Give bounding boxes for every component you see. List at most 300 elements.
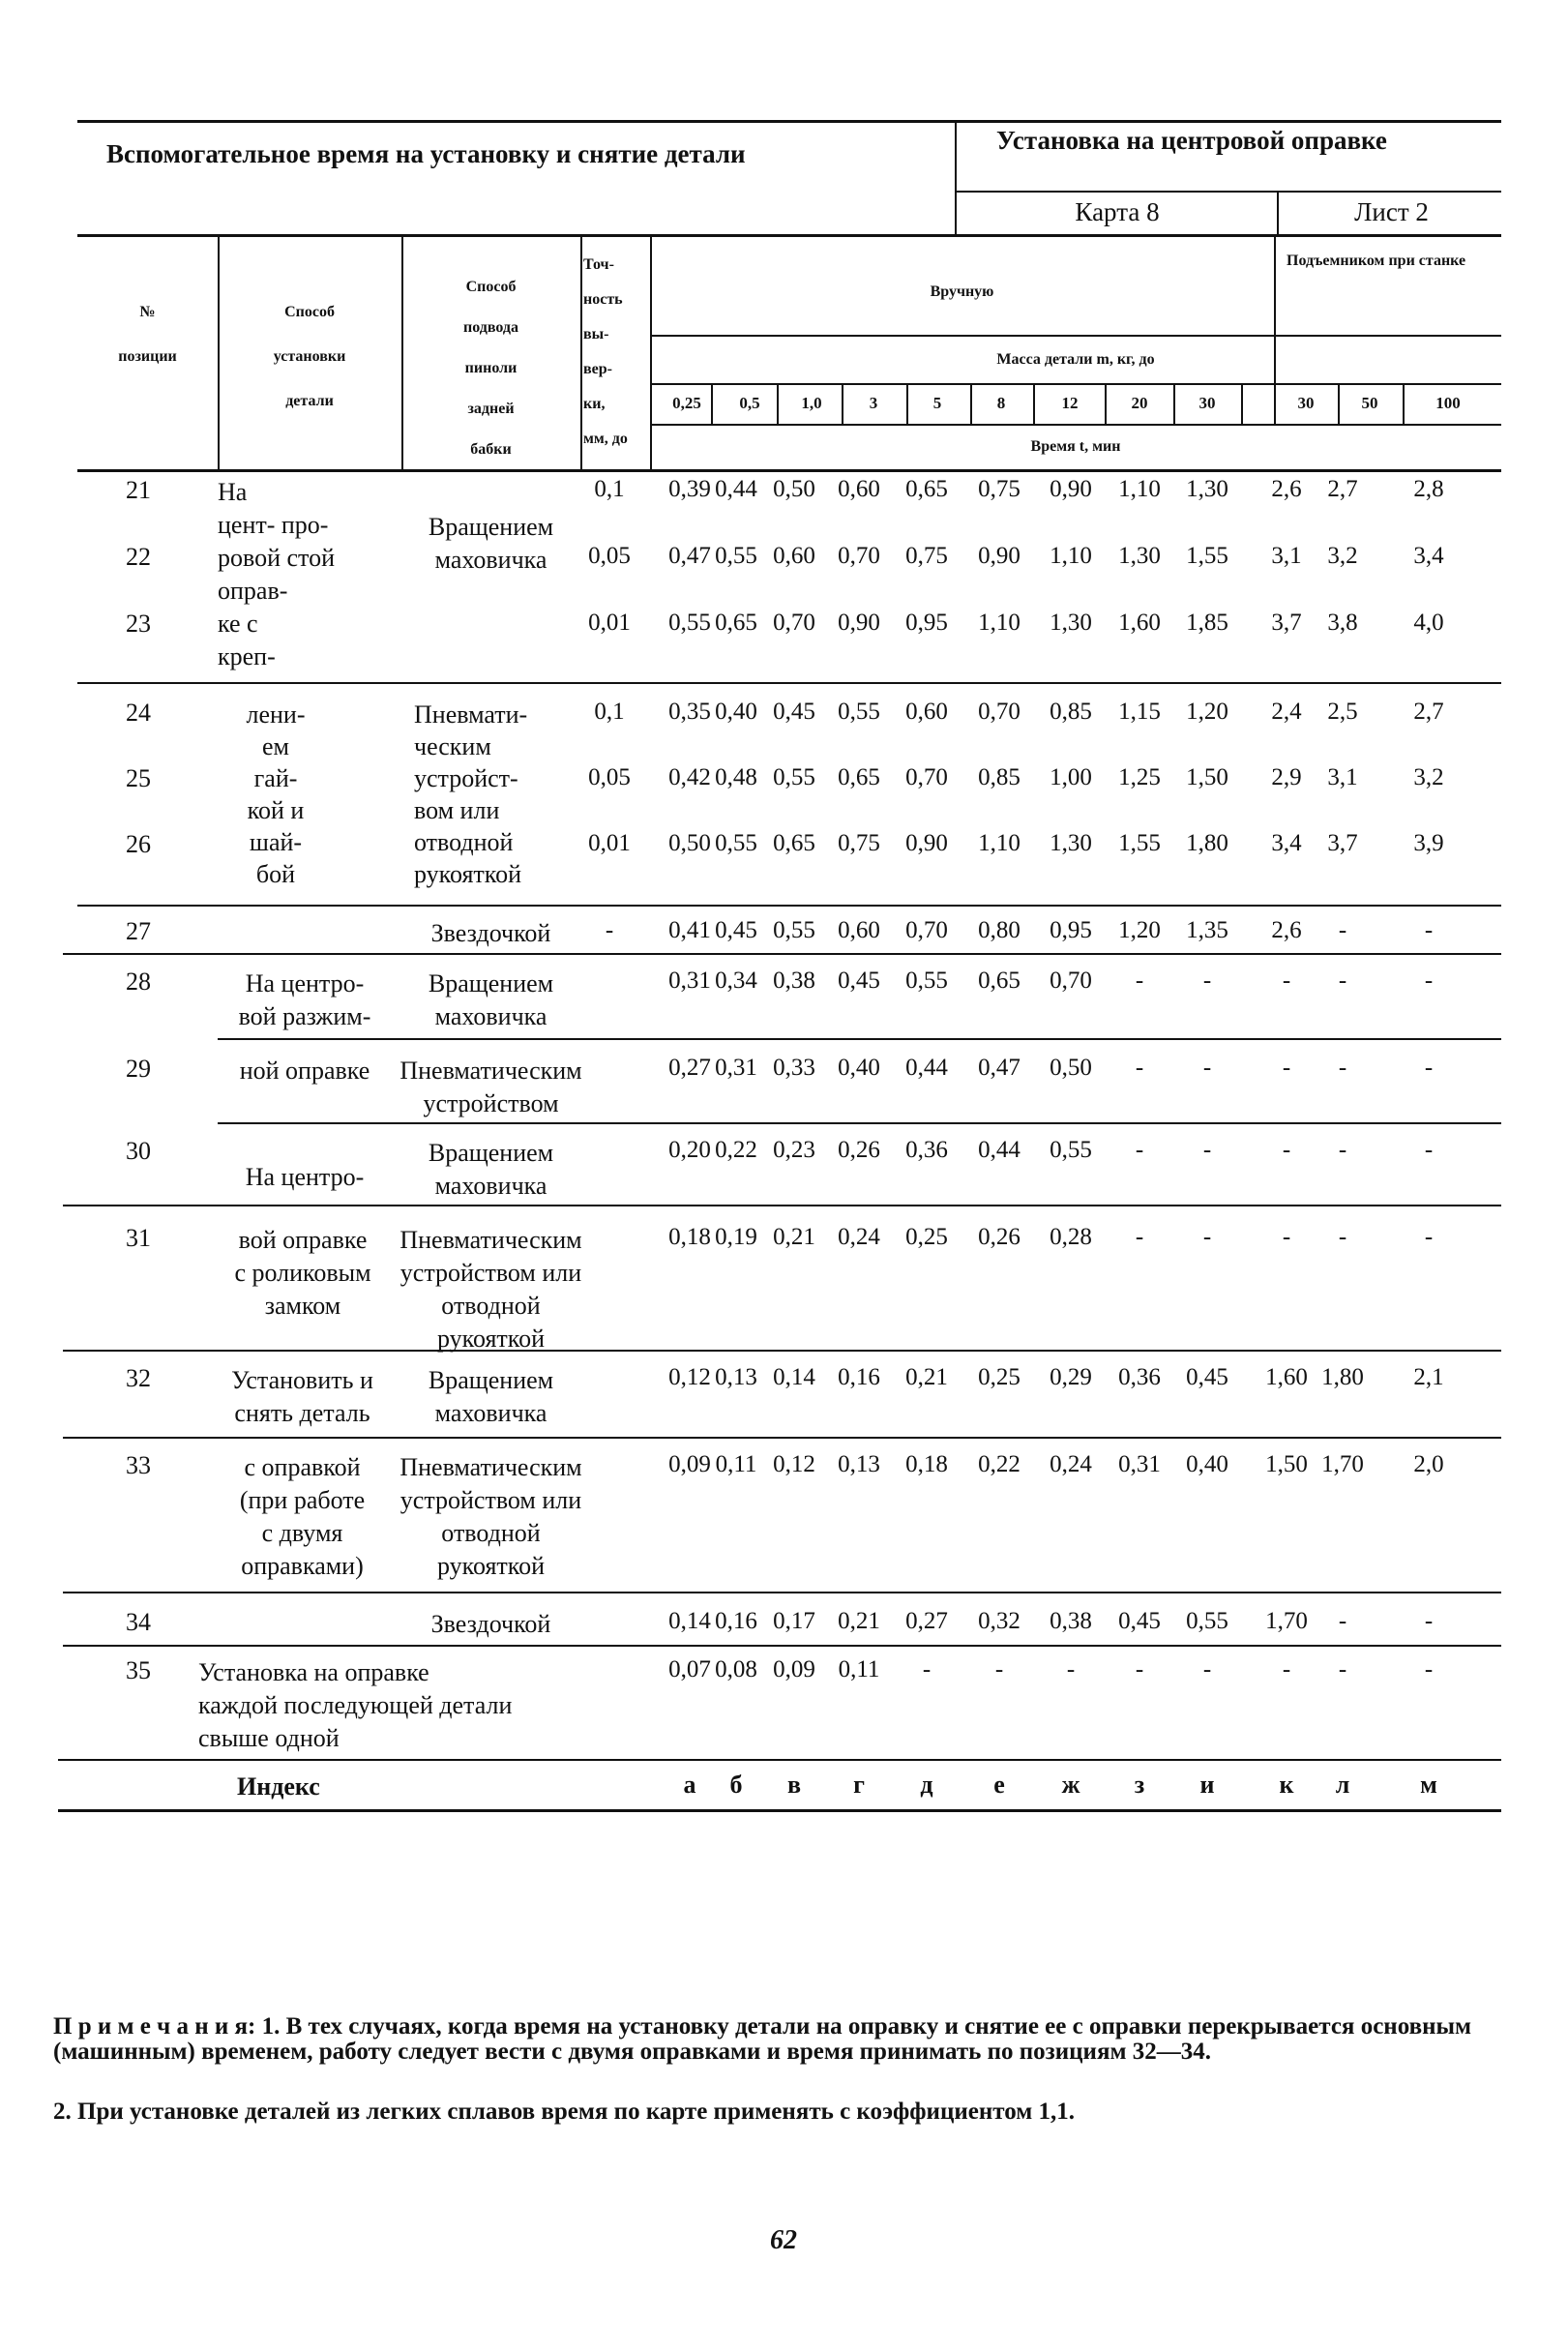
feed-line: Пневматическим: [399, 1226, 582, 1254]
method-line: снять деталь: [234, 1399, 370, 1427]
row-separator: [58, 1759, 1501, 1761]
mass-divider: [777, 383, 779, 424]
mass-value: 3: [869, 394, 878, 412]
time-value: 0,13: [838, 1451, 880, 1477]
header-divider: [955, 120, 957, 234]
time-value: -: [1135, 1224, 1144, 1250]
mass-value: 30: [1297, 394, 1315, 412]
mass-divider: [1403, 383, 1405, 424]
feed-f2: [414, 699, 583, 890]
time-value: -: [1338, 917, 1347, 943]
position-number: 21: [126, 476, 151, 504]
time-value: 0,09: [668, 1451, 711, 1477]
note-1: П р и м е ч а н и я: 1. В тех случаях, когда время на установку детали на оправку и снятие ее с оправки перекрывается основным (машинным) временем, работу следует вести с двумя оправками и время принимать по позициям 32—34.: [53, 2013, 1472, 2065]
feed-line: Вращением: [428, 513, 554, 541]
feed-line: отводной: [414, 828, 514, 856]
mass-divider: [1173, 383, 1175, 424]
time-value: -: [1338, 1656, 1347, 1682]
method-group-2: [208, 968, 401, 1033]
method-line: свыше одной: [198, 1724, 340, 1752]
time-value: 3,2: [1327, 543, 1358, 569]
mass-divider: [1105, 383, 1107, 424]
time-value: 3,1: [1327, 764, 1358, 790]
position-number: 28: [126, 968, 151, 996]
feed-line: маховичка: [434, 1399, 547, 1427]
method-line: цент- про-: [218, 511, 329, 539]
time-value: 0,60: [838, 917, 880, 943]
time-value: -: [1282, 1137, 1291, 1163]
header-line: подвода: [462, 319, 518, 336]
method-group-1b: [218, 699, 334, 890]
time-value: 1,15: [1118, 699, 1161, 725]
time-value: 2,7: [1413, 699, 1444, 725]
time-value: 0,31: [715, 1055, 757, 1081]
time-value: 0,44: [905, 1055, 948, 1081]
header-line: вер-: [583, 361, 612, 377]
time-value: 1,35: [1186, 917, 1228, 943]
time-value: -: [1135, 968, 1144, 994]
time-value: 1,50: [1186, 764, 1228, 790]
time-value: 0,75: [905, 543, 948, 569]
header-line: мм, до: [583, 431, 628, 447]
method-group-4b: [198, 1451, 406, 1583]
time-value: 0,65: [978, 968, 1021, 994]
table-top-rule: [77, 234, 1501, 237]
time-value: -: [994, 1656, 1004, 1682]
position-number: 24: [126, 699, 151, 727]
header-top-rule: [77, 120, 1501, 123]
time-value: 0,70: [978, 699, 1021, 725]
time-value: -: [1066, 1656, 1076, 1682]
time-value: 3,7: [1271, 610, 1302, 636]
feed-line: ческим: [414, 732, 491, 760]
time-value: 0,55: [715, 830, 757, 856]
time-value: 0,16: [715, 1608, 757, 1634]
time-value: 2,8: [1413, 476, 1444, 502]
mass-value: 1,0: [801, 394, 822, 412]
feed-line: маховичка: [434, 1172, 547, 1200]
mass-divider: [970, 383, 972, 424]
time-value: -: [1338, 1137, 1347, 1163]
feed-line: устройством или: [399, 1486, 582, 1514]
row-separator: [63, 1592, 1501, 1593]
header-subtitle: Установка на центровой оправке: [996, 126, 1387, 155]
time-value: 0,75: [838, 830, 880, 856]
feed-f9: [392, 1451, 590, 1583]
method-line: замком: [264, 1292, 341, 1320]
time-value: 0,24: [838, 1224, 880, 1250]
feed-line: Вращением: [428, 969, 554, 997]
mass-divider: [1338, 383, 1340, 424]
feed-line: рукояткой: [436, 1325, 546, 1353]
header-line: ки,: [583, 396, 606, 412]
time-value: 1,30: [1050, 610, 1092, 636]
method-line: каждой последующей детали: [198, 1691, 513, 1719]
position-number: 35: [126, 1656, 151, 1684]
time-value: 1,20: [1118, 917, 1161, 943]
time-value: 0,21: [773, 1224, 815, 1250]
time-value: 0,36: [1118, 1364, 1161, 1390]
mass-divider: [1033, 383, 1035, 424]
time-value: 0,17: [773, 1608, 815, 1634]
time-value: -: [1338, 968, 1347, 994]
feed-line: вом или: [414, 796, 500, 824]
method-line: На: [218, 478, 248, 506]
position-number: 32: [126, 1364, 151, 1392]
time-value: 0,55: [838, 699, 880, 725]
time-value: 0,44: [978, 1137, 1021, 1163]
time-value: 0,95: [905, 610, 948, 636]
time-value: 3,4: [1271, 830, 1302, 856]
time-value: 0,55: [715, 543, 757, 569]
time-value: 0,07: [668, 1656, 711, 1682]
mass-value: 8: [996, 394, 1006, 412]
time-value: 0,55: [1050, 1137, 1092, 1163]
feed-line: Пневматическим: [399, 1057, 582, 1085]
time-value: -: [1135, 1137, 1144, 1163]
index-label: Индекс: [237, 1772, 320, 1801]
time-value: 0,65: [715, 610, 757, 636]
row-separator: [218, 1038, 1501, 1040]
time-value: 0,34: [715, 968, 757, 994]
time-value: 0,16: [838, 1364, 880, 1390]
index-letter: г: [853, 1771, 865, 1799]
index-letter: з: [1134, 1771, 1145, 1799]
time-value: 0,60: [838, 476, 880, 502]
method-line: Установка на оправке: [198, 1658, 429, 1686]
time-value: -: [1424, 968, 1434, 994]
time-value: 0,11: [838, 1656, 880, 1682]
header-mid-rule: [955, 191, 1501, 193]
method-line: ке с: [218, 610, 258, 638]
time-value: -: [1338, 1055, 1347, 1081]
time-value: 0,14: [668, 1608, 711, 1634]
sheet-number: Лист 2: [1354, 197, 1429, 226]
mass-value: 30: [1198, 394, 1216, 412]
manual-header: Вручную: [930, 283, 994, 300]
mass-divider: [906, 383, 908, 424]
time-value: -: [1282, 1656, 1291, 1682]
time-value: 0,31: [1118, 1451, 1161, 1477]
feed-line: Вращением: [428, 1139, 554, 1167]
time-value: 0,26: [978, 1224, 1021, 1250]
time-value: 0,90: [978, 543, 1021, 569]
feed-header: [401, 267, 580, 470]
time-value: 0,28: [1050, 1224, 1092, 1250]
time-value: -: [1424, 1224, 1434, 1250]
method-line: Установить и: [231, 1366, 373, 1394]
time-value: 0,55: [1186, 1608, 1228, 1634]
time-value: 0,36: [905, 1137, 948, 1163]
time-value: 0,47: [978, 1055, 1021, 1081]
time-value: 0,70: [838, 543, 880, 569]
time-value: 0,21: [905, 1364, 948, 1390]
time-value: 0,60: [773, 543, 815, 569]
index-letter: к: [1279, 1771, 1294, 1799]
time-value: 0,40: [715, 699, 757, 725]
accuracy-value: 0,05: [588, 764, 631, 790]
time-value: 2,9: [1271, 764, 1302, 790]
col-divider: [580, 234, 582, 469]
method-line: ровой стой: [218, 544, 335, 572]
time-value: 0,33: [773, 1055, 815, 1081]
hoist-header: Подъемником при станке: [1287, 253, 1466, 269]
feed-f1: [401, 511, 580, 577]
index-letter: ж: [1061, 1771, 1080, 1799]
time-value: 0,18: [668, 1224, 711, 1250]
time-value: 0,27: [905, 1608, 948, 1634]
index-letter: и: [1199, 1771, 1215, 1799]
time-value: 0,22: [978, 1451, 1021, 1477]
table-bottom-rule: [58, 1809, 1501, 1812]
method-group-4: [198, 1364, 406, 1430]
method-line: шай-: [249, 828, 303, 856]
time-value: 1,55: [1118, 830, 1161, 856]
time-value: 1,80: [1321, 1364, 1364, 1390]
time-value: 0,14: [773, 1364, 815, 1390]
time-value: 1,50: [1265, 1451, 1308, 1477]
time-value: 0,22: [715, 1137, 757, 1163]
position-number: 22: [126, 543, 151, 571]
time-value: 0,50: [1050, 1055, 1092, 1081]
feed-line: Пневматическим: [399, 1453, 582, 1481]
time-value: 0,21: [838, 1608, 880, 1634]
accuracy-value: 0,05: [588, 543, 631, 569]
method-group-5: [198, 1656, 605, 1755]
card-divider: [1277, 191, 1279, 234]
index-letter: л: [1335, 1771, 1350, 1799]
feed-f6: [401, 1137, 580, 1203]
time-value: 0,85: [1050, 699, 1092, 725]
time-value: 0,25: [905, 1224, 948, 1250]
method-group-2b: ной оправке: [239, 1057, 370, 1085]
time-value: 0,70: [905, 917, 948, 943]
time-value: -: [1424, 917, 1434, 943]
time-value: -: [1424, 1137, 1434, 1163]
method-line: креп-: [218, 642, 276, 670]
time-value: 3,9: [1413, 830, 1444, 856]
feed-f3: Звездочкой: [430, 919, 551, 947]
accuracy-value: 0,1: [594, 476, 625, 502]
mass-value: 100: [1435, 394, 1461, 412]
mass-value: 20: [1131, 394, 1148, 412]
note-2: 2. При установке деталей из легких сплавов время по карте применять с коэффициентом 1,1.: [53, 2099, 1076, 2125]
method-line: ем: [262, 732, 289, 760]
time-value: 0,45: [1118, 1608, 1161, 1634]
method-group-3b: [201, 1224, 404, 1323]
time-value: 3,1: [1271, 543, 1302, 569]
time-value: 2,6: [1271, 476, 1302, 502]
header-line: установки: [273, 348, 346, 365]
time-value: 0,19: [715, 1224, 757, 1250]
time-value: 0,38: [1050, 1608, 1092, 1634]
time-value: 1,25: [1118, 764, 1161, 790]
header-line: детали: [285, 393, 334, 409]
position-number: 26: [126, 830, 151, 858]
header-line: Точ-: [583, 256, 614, 273]
time-value: -: [1424, 1656, 1434, 1682]
time-value: 1,55: [1186, 543, 1228, 569]
accuracy-value: 0,1: [594, 699, 625, 725]
feed-line: устройством: [423, 1089, 559, 1117]
time-value: 0,12: [773, 1451, 815, 1477]
time-value: -: [1202, 968, 1212, 994]
method-line: (при работе: [239, 1486, 366, 1514]
accuracy-header: [583, 248, 651, 457]
row-separator: [77, 682, 1501, 684]
page-number: 62: [770, 2225, 797, 2255]
time-value: 3,8: [1327, 610, 1358, 636]
method-line: кой и: [247, 796, 305, 824]
page-title: Вспомогательное время на установку и снятие детали: [106, 139, 746, 168]
time-value: 0,27: [668, 1055, 711, 1081]
method-line: гай-: [253, 764, 298, 792]
method-line: лени-: [246, 700, 306, 729]
row-separator: [63, 1350, 1501, 1352]
time-value: 0,47: [668, 543, 711, 569]
time-value: 1,30: [1118, 543, 1161, 569]
method-header: [218, 290, 401, 424]
time-value: 0,90: [1050, 476, 1092, 502]
accuracy-value: 0,01: [588, 610, 631, 636]
time-value: 1,00: [1050, 764, 1092, 790]
time-value: 2,6: [1271, 917, 1302, 943]
time-header: Время t, мин: [1030, 438, 1121, 455]
time-value: 0,45: [838, 968, 880, 994]
feed-line: устройст-: [414, 764, 518, 792]
time-value: 3,4: [1413, 543, 1444, 569]
method-line: бой: [255, 860, 296, 888]
time-value: 0,90: [838, 610, 880, 636]
time-value: -: [1282, 1055, 1291, 1081]
method-line: с оправкой: [244, 1453, 361, 1481]
time-value: 2,4: [1271, 699, 1302, 725]
time-value: 4,0: [1413, 610, 1444, 636]
mass-divider: [711, 383, 713, 424]
position-number: 25: [126, 764, 151, 792]
time-value: 1,70: [1321, 1451, 1364, 1477]
time-value: 1,70: [1265, 1608, 1308, 1634]
time-value: -: [1424, 1055, 1434, 1081]
feed-line: Пневмати-: [414, 700, 528, 729]
time-value: 0,39: [668, 476, 711, 502]
method-line: вой разжим-: [238, 1002, 371, 1030]
time-value: -: [1338, 1608, 1347, 1634]
time-value: 0,45: [1186, 1364, 1228, 1390]
header-line: пиноли: [464, 360, 518, 376]
time-value: 1,20: [1186, 699, 1228, 725]
time-value: 1,85: [1186, 610, 1228, 636]
time-value: 1,80: [1186, 830, 1228, 856]
time-value: 0,55: [773, 764, 815, 790]
index-letter: в: [786, 1771, 802, 1799]
feed-line: отводной: [441, 1519, 541, 1547]
time-value: 0,38: [773, 968, 815, 994]
header-line: Способ: [465, 279, 517, 295]
card-number: Карта 8: [1075, 197, 1160, 226]
time-value: 0,60: [905, 699, 948, 725]
time-value: 0,85: [978, 764, 1021, 790]
time-value: 0,70: [905, 764, 948, 790]
time-value: 0,40: [1186, 1451, 1228, 1477]
time-value: 0,08: [715, 1656, 757, 1682]
mass-header: Масса детали m, кг, до: [996, 351, 1155, 368]
time-value: -: [1202, 1055, 1212, 1081]
time-value: -: [1135, 1656, 1144, 1682]
time-value: 0,90: [905, 830, 948, 856]
time-value: 0,45: [773, 699, 815, 725]
time-value: -: [1282, 968, 1291, 994]
time-value: -: [922, 1656, 932, 1682]
row-separator: [77, 905, 1501, 907]
time-value: 1,30: [1050, 830, 1092, 856]
time-value: -: [1202, 1656, 1212, 1682]
time-value: 0,20: [668, 1137, 711, 1163]
index-letter: а: [683, 1771, 696, 1799]
row-separator: [63, 1645, 1501, 1647]
time-value: 0,55: [905, 968, 948, 994]
index-letter: е: [993, 1771, 1005, 1799]
feed-f4: [401, 968, 580, 1033]
method-line: с роликовым: [234, 1259, 371, 1287]
mass-value: 0,25: [672, 394, 701, 412]
method-line: На центро-: [245, 969, 365, 997]
row-separator: [63, 953, 1501, 955]
position-header: [77, 290, 218, 379]
time-value: 0,35: [668, 699, 711, 725]
position-number: 34: [126, 1608, 151, 1636]
time-value: 0,75: [978, 476, 1021, 502]
time-value: 1,30: [1186, 476, 1228, 502]
mass-divider: [842, 383, 843, 424]
mass-value: 50: [1361, 394, 1378, 412]
time-value: -: [1202, 1224, 1212, 1250]
time-value: 0,44: [715, 476, 757, 502]
time-value: 0,50: [773, 476, 815, 502]
index-letter: б: [729, 1771, 743, 1799]
time-value: 0,55: [773, 917, 815, 943]
method-group-1: [218, 476, 401, 673]
time-value: 1,10: [978, 830, 1021, 856]
position-number: 27: [126, 917, 151, 945]
time-value: 0,32: [978, 1608, 1021, 1634]
time-value: 1,10: [1050, 543, 1092, 569]
feed-line: маховичка: [434, 1002, 547, 1030]
time-value: 0,25: [978, 1364, 1021, 1390]
position-number: 30: [126, 1137, 151, 1165]
header-line: Способ: [284, 304, 335, 320]
time-value: 3,2: [1413, 764, 1444, 790]
mass-value: 5: [932, 394, 942, 412]
feed-line: рукояткой: [414, 860, 522, 888]
mass-value: 0,5: [739, 394, 760, 412]
time-value: 0,12: [668, 1364, 711, 1390]
time-value: 0,80: [978, 917, 1021, 943]
method-line: оправками): [241, 1552, 364, 1580]
method-line: вой оправке: [238, 1226, 368, 1254]
feed-f5: [392, 1055, 590, 1120]
time-value: -: [1424, 1608, 1434, 1634]
header-line: позиции: [118, 348, 177, 365]
time-value: 0,65: [838, 764, 880, 790]
position-number: 31: [126, 1224, 151, 1252]
time-value: 1,60: [1118, 610, 1161, 636]
time-value: 0,45: [715, 917, 757, 943]
method-group-3: На центро-: [245, 1163, 365, 1191]
row-separator: [63, 1437, 1501, 1439]
time-value: 0,11: [715, 1451, 757, 1477]
time-value: 0,70: [773, 610, 815, 636]
